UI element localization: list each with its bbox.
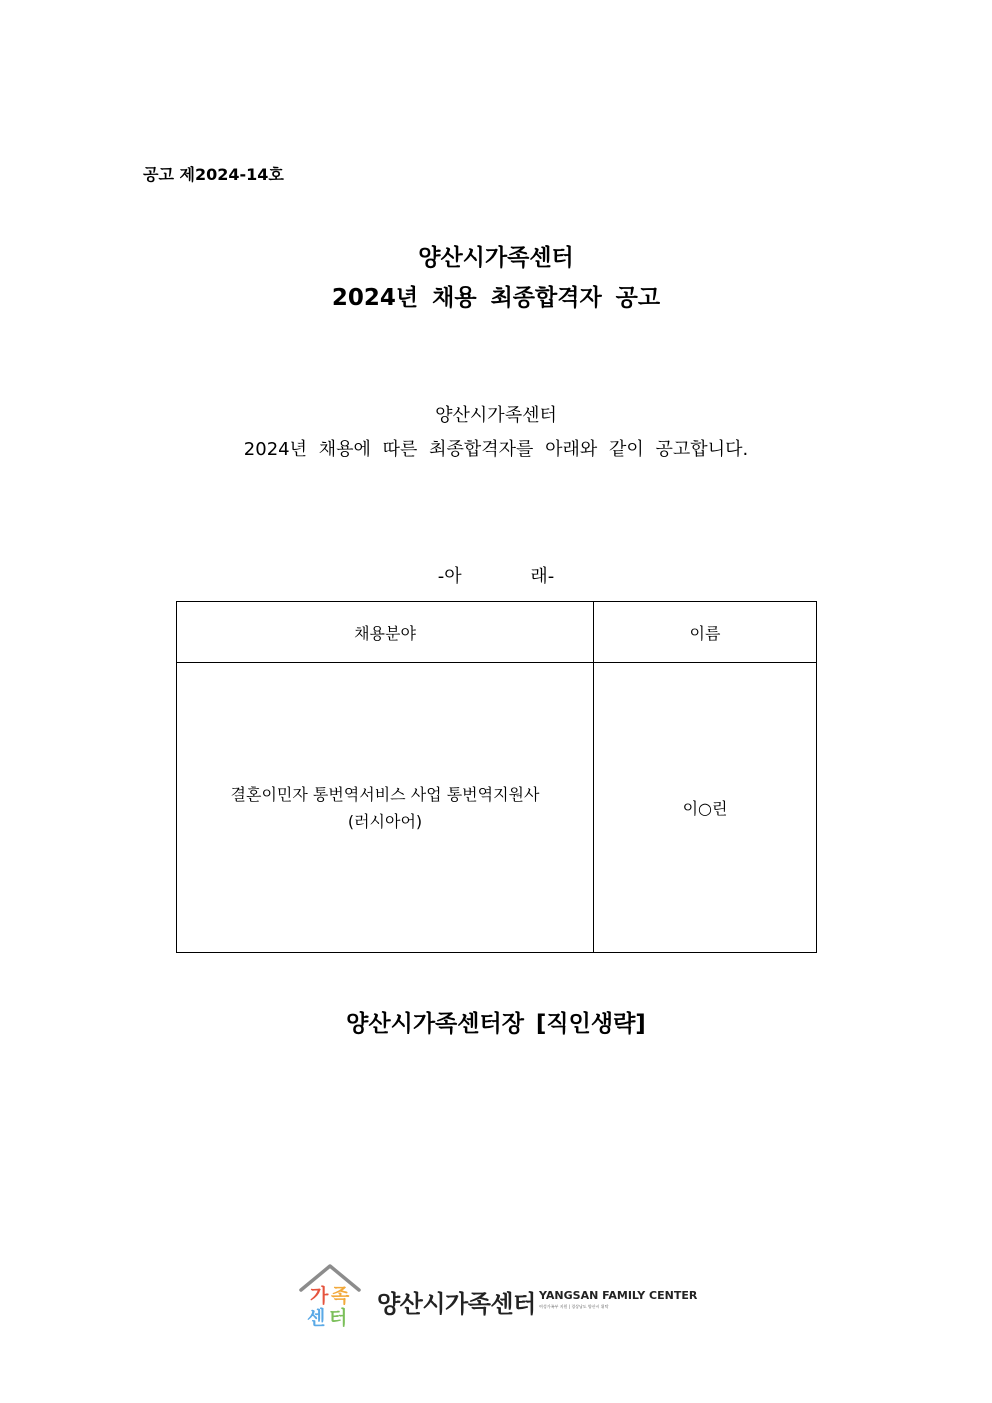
table-header-row <box>177 602 817 663</box>
cell-field-line1: 결혼이민자 통번역서비스 사업 통번역지원사 <box>230 784 540 804</box>
cell-field <box>177 663 594 953</box>
table-row <box>177 663 817 953</box>
result-table <box>176 601 817 953</box>
logo-org-name-en: YANGSAN FAMILY CENTER <box>539 1289 698 1302</box>
logo-char-ga: 가 <box>310 1285 329 1307</box>
header-name: 이름 <box>594 602 817 663</box>
title-block <box>0 238 992 318</box>
title-org: 양산시가족센터 <box>418 245 574 271</box>
logo-org-name: 양산시가족센터 <box>377 1290 536 1318</box>
body-statement: 2024년 채용에 따른 최종합격자를 아래와 같이 공고합니다. <box>243 439 749 460</box>
header-field: 채용분야 <box>177 602 594 663</box>
body-org: 양산시가족센터 <box>435 405 557 426</box>
title-announcement: 2024년 채용 최종합격자 공고 <box>331 285 661 311</box>
logo-char-sen: 센 <box>307 1307 326 1328</box>
body-text <box>0 399 992 467</box>
cell-field-line2: (러시아어) <box>347 811 423 831</box>
logo-org-sub: 여성가족부 지원 | 경상남도 양산시 위탁 <box>539 1304 609 1309</box>
footer-logo <box>298 1262 718 1332</box>
below-marker: -아 래- <box>437 566 555 587</box>
cell-name: 이○린 <box>594 663 817 953</box>
family-center-logo-icon <box>298 1262 362 1328</box>
logo-char-jok: 족 <box>331 1285 350 1307</box>
notice-number: 공고 제2024-14호 <box>143 165 284 184</box>
logo-char-teo: 터 <box>329 1307 348 1328</box>
signature: 양산시가족센터장 [직인생략] <box>346 1011 646 1037</box>
